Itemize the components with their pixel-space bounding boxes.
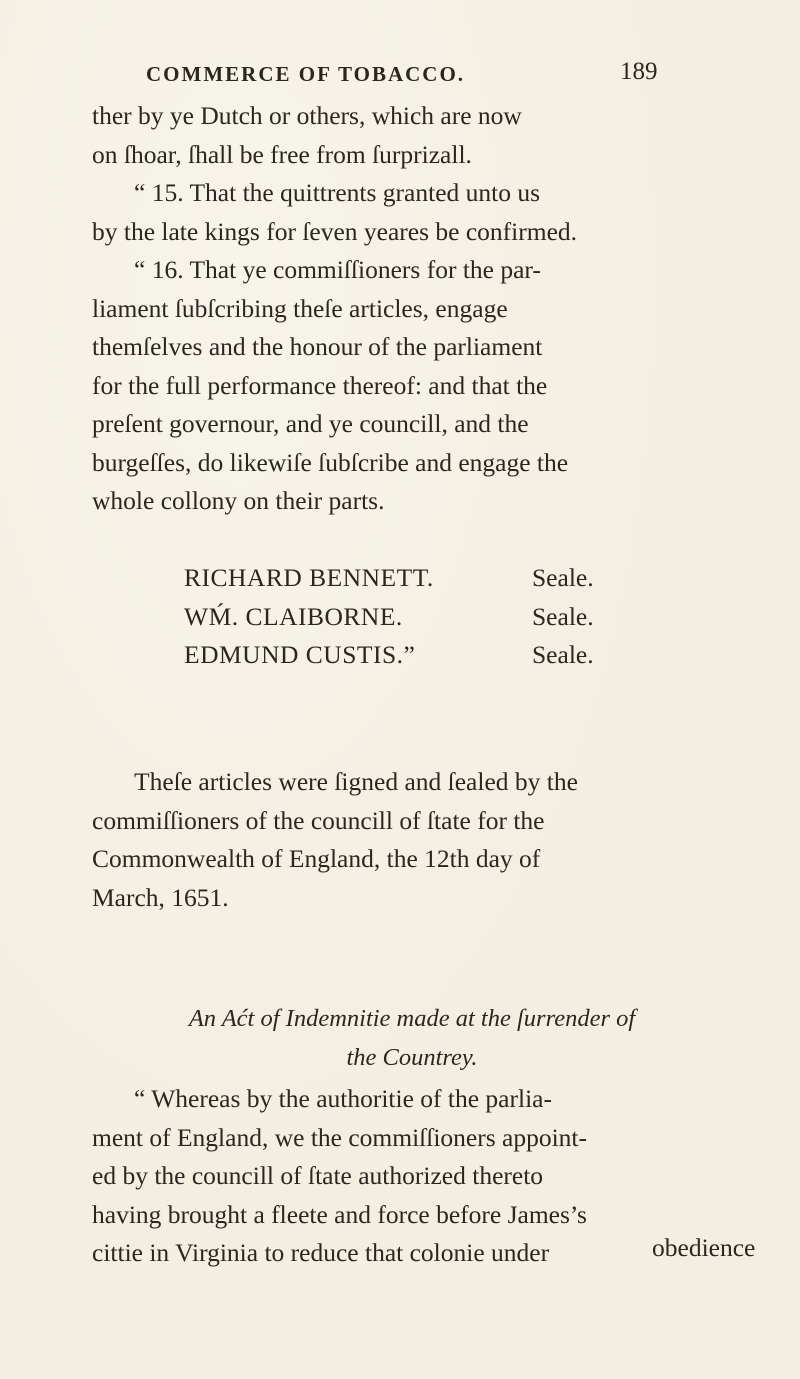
- act-paragraph: [92, 1080, 732, 1273]
- text-line: themſelves and the honour of the parliament: [92, 332, 543, 361]
- signatory-name: RICHARD BENNETT.: [184, 563, 434, 592]
- text-line: preſent governour, and ye councill, and the: [92, 409, 529, 438]
- signatory-name: WḾ. CLAIBORNE.: [184, 601, 403, 631]
- text-line: by the late kings for ſeven yeares be confirmed.: [92, 216, 578, 246]
- text-line: burgeſſes, do likewiſe ſubſcribe and engage the: [92, 447, 569, 477]
- text-line: commiſſioners of the councill of ſtate for the: [92, 805, 545, 835]
- page-number: 189: [620, 58, 658, 85]
- seal-label: Seale.: [532, 640, 594, 669]
- text-line: “ 15. That the quittrents granted unto us: [134, 178, 541, 207]
- articles-paragraph: [92, 97, 732, 521]
- text-line: Theſe articles were ſigned and ſealed by the: [134, 767, 578, 796]
- text-line: having brought a fleete and force before James’s: [92, 1199, 587, 1229]
- text-line: ed by the councill of ſtate authorized thereto: [92, 1161, 544, 1190]
- seal-label: Seale.: [532, 563, 594, 592]
- signature-row: [184, 563, 744, 602]
- text-line: liament ſubſcribing theſe articles, engage: [92, 293, 508, 323]
- running-title: COMMERCE OF TOBACCO.: [146, 62, 466, 86]
- signature-block: [184, 563, 744, 679]
- section-heading: [92, 1000, 732, 1077]
- text-line: whole collony on their parts.: [92, 486, 385, 515]
- heading-line: the Countrey.: [346, 1043, 478, 1071]
- signing-paragraph: [92, 763, 732, 917]
- signatory-name: EDMUND CUSTIS.”: [184, 640, 416, 669]
- text-line: March, 1651.: [92, 882, 229, 912]
- text-line: ther by ye Dutch or others, which are now: [92, 101, 522, 130]
- text-line: for the full performance thereof: and that the: [92, 370, 548, 400]
- signature-row: [184, 602, 744, 641]
- text-line: “ Whereas by the authoritie of the parlia-: [134, 1084, 552, 1113]
- text-line: cittie in Virginia to reduce that colonie under: [92, 1238, 550, 1267]
- heading-line: An Aćt of Indemnitie made at the ſurrender of: [188, 1005, 636, 1032]
- text-line: “ 16. That ye commiſſioners for the par-: [134, 255, 541, 284]
- catchword: obedience: [652, 1233, 756, 1262]
- text-line: on ſhoar, ſhall be free from ſurprizall.: [92, 139, 472, 169]
- text-line: Commonwealth of England, the 12th day of: [92, 844, 541, 873]
- signature-row: [184, 640, 744, 679]
- text-line: ment of England, we the commiſſioners appoint-: [92, 1122, 588, 1152]
- seal-label: Seale.: [532, 601, 594, 631]
